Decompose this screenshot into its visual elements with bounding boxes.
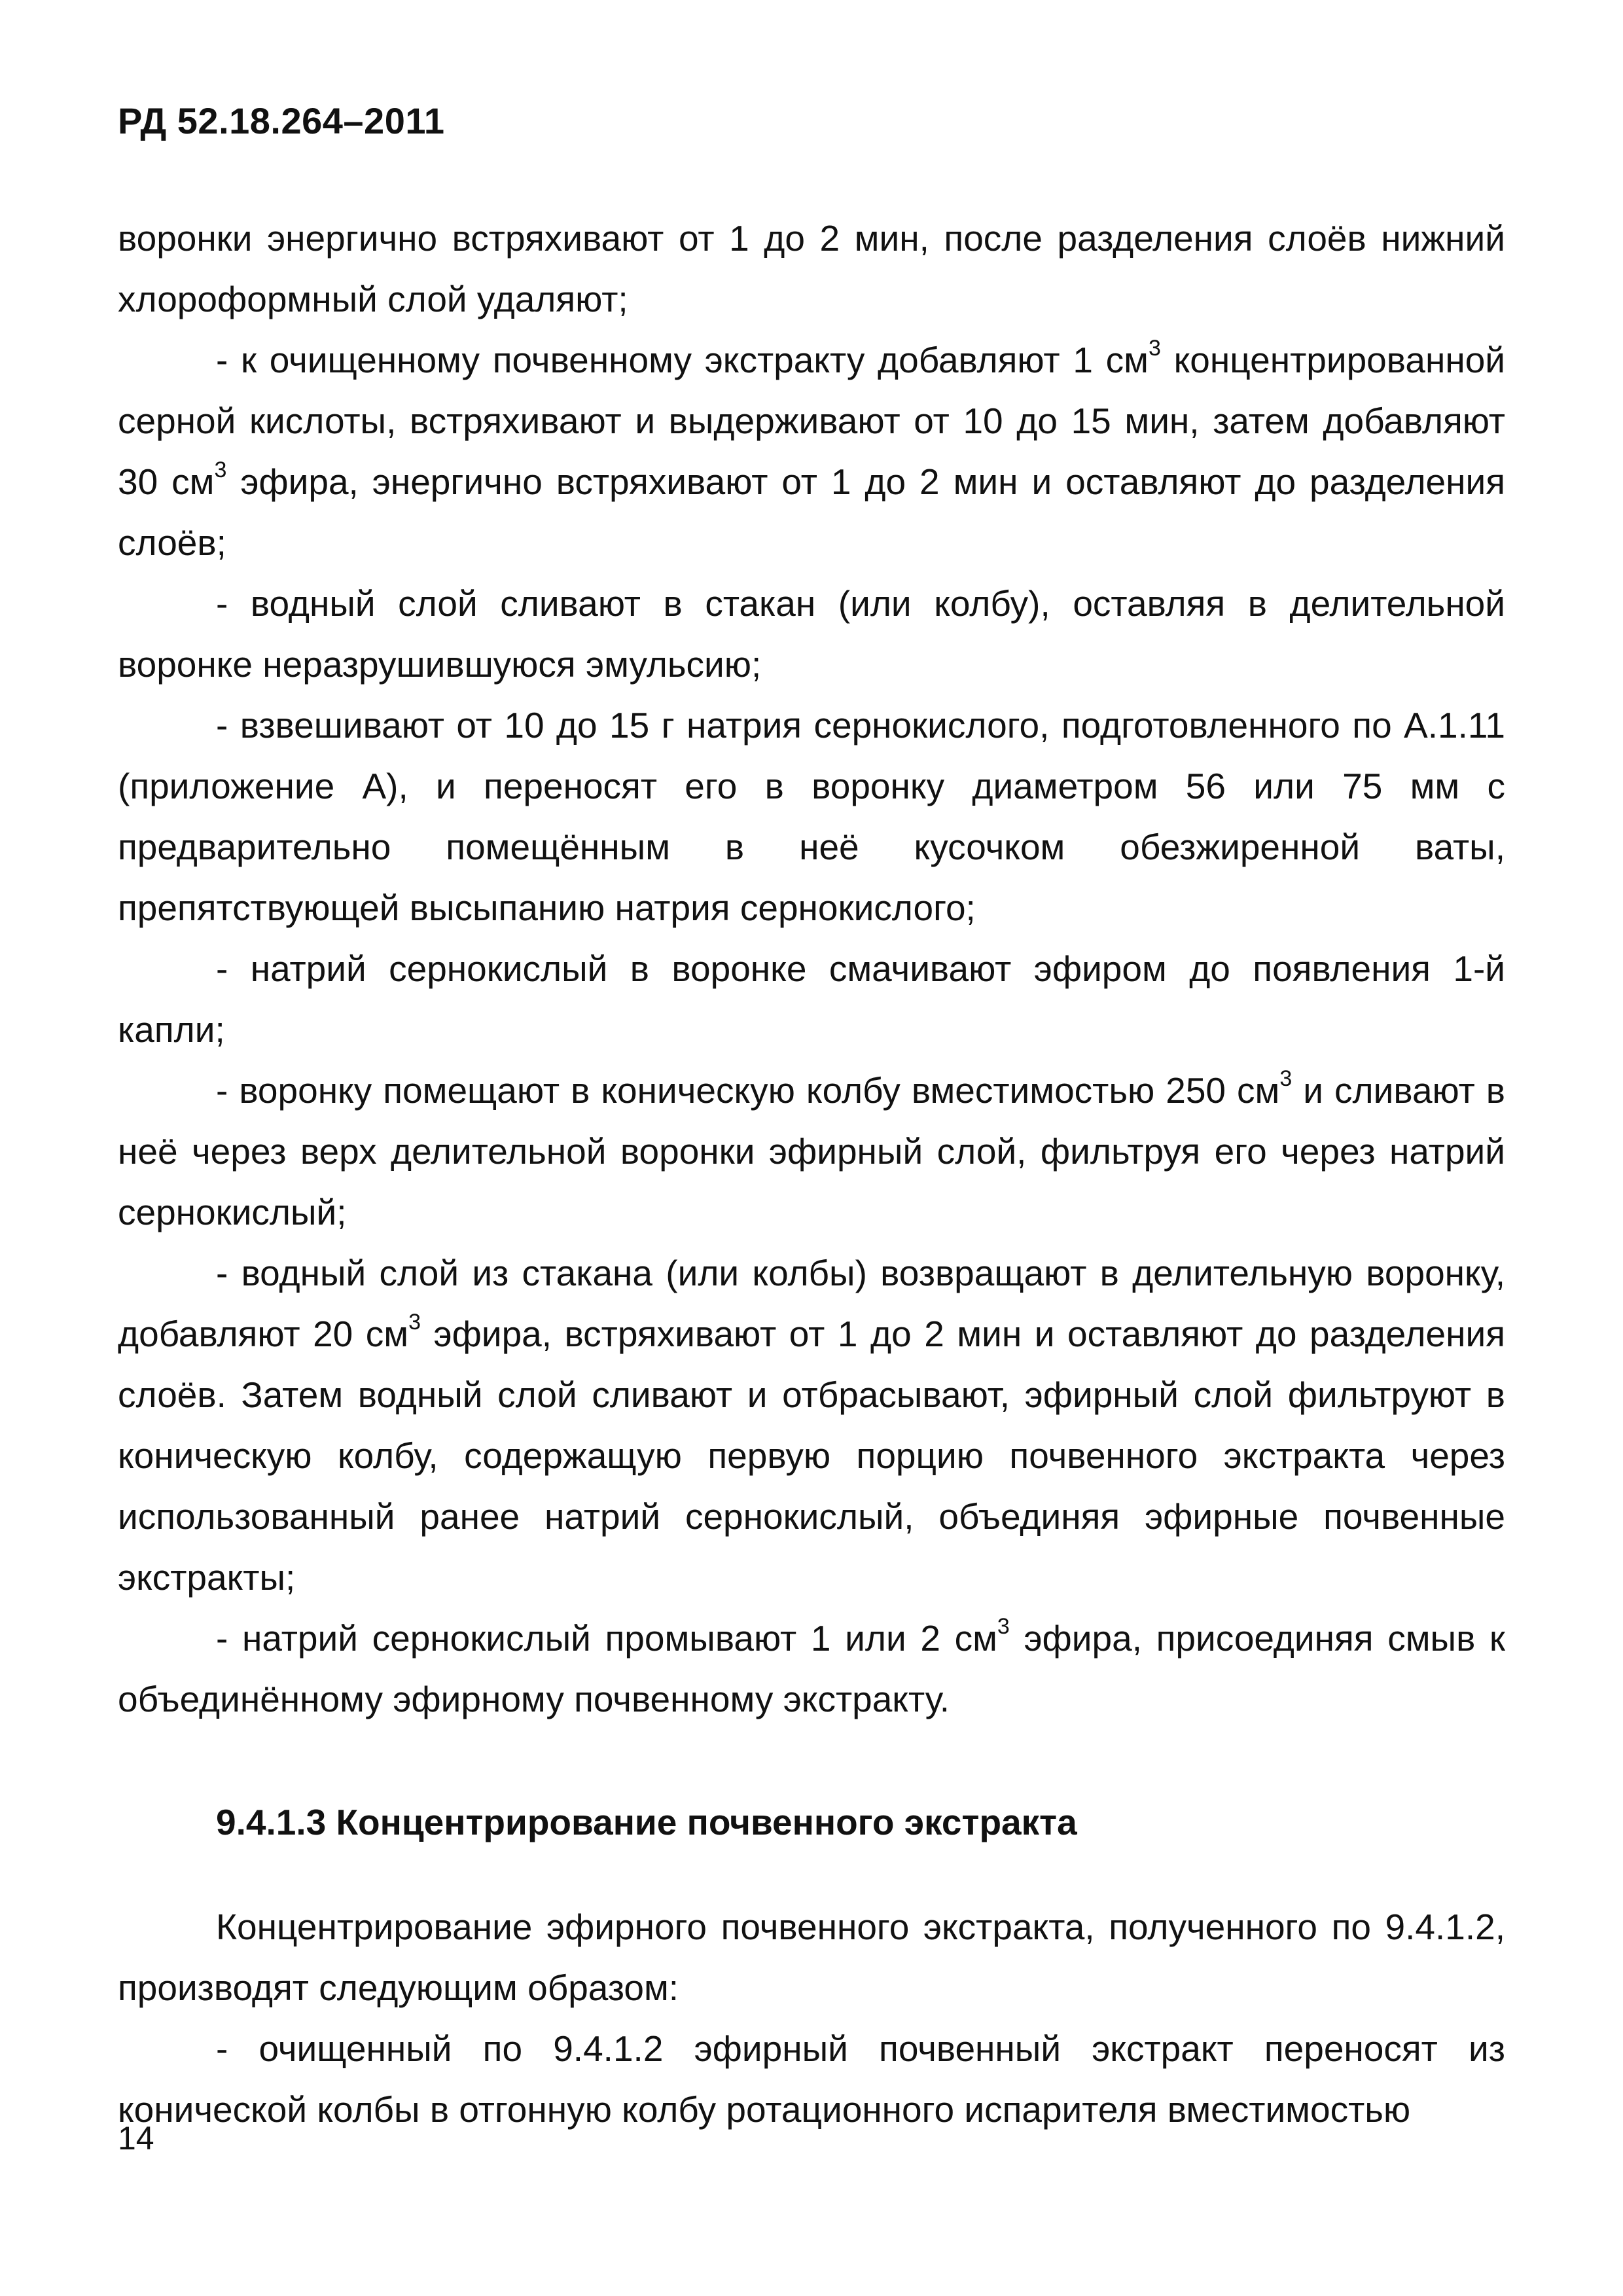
body-text <box>118 208 1505 1730</box>
paragraph-8: - натрий сернокислый промывают 1 или 2 $см^3$ эфира, присоединяя смыв к объединённому эфирному почвенному экстракту. <box>118 1614 1505 1719</box>
paragraph-5: - натрий сернокислый в воронке смачивают эфиром до появления 1-й капли; <box>118 948 1505 1050</box>
section-paragraph-2: - очищенный по 9.4.1.2 эфирный почвенный экстракт переносят из конической колбы в отгонную колбу ротационного испарителя вместимостью <box>118 2028 1505 2130</box>
superscript: 3 <box>1148 336 1161 361</box>
section-paragraph-1: Концентрирование эфирного почвенного экстракта, полученного по 9.4.1.2, производят следующим образом: <box>118 1907 1505 2008</box>
section-heading: 9.4.1.3 Концентрирование почвенного экстракта <box>216 1802 1077 1842</box>
superscript: 3 <box>997 1614 1010 1639</box>
superscript: 3 <box>1279 1066 1293 1091</box>
document-code: РД 52.18.264–2011 <box>118 100 445 141</box>
paragraph-6: - воронку помещают в коническую колбу вместимостью 250 $см^3$ и сливают в неё через верх делительной воронки эфирный слой, фильтруя его через натрий сернокислый; <box>118 1066 1505 1232</box>
paragraph-1: воронки энергично встряхивают от 1 до 2 мин, после разделения слоёв нижний хлороформный слой удаляют; <box>118 218 1505 319</box>
page-number: 14 <box>118 2120 154 2157</box>
paragraph-7: - водный слой из стакана (или колбы) возвращают в делительную воронку, добавляют 20 $см^3$ эфира, встряхивают от 1 до 2 мин и оставляют до разделения слоёв. Затем водный слой сливают и отбрасывают, эфирный слой фильтруют в коническую колбу, содержащую первую порцию почвенного экстракта через использованный ранее натрий сернокислый, объединяя эфирные почвенные экстракты; <box>118 1253 1505 1598</box>
paragraph-3: - водный слой сливают в стакан (или колбу), оставляя в делительной воронке неразрушившуюся эмульсию; <box>118 583 1505 685</box>
superscript: 3 <box>408 1310 421 1335</box>
superscript: 3 <box>214 457 227 482</box>
paragraph-2: - к очищенному почвенному экстракту добавляют 1 $см^3$ концентрированной серной кислоты, встряхивают и выдерживают от 10 до 15 мин, затем добавляют 30 $см^3$ эфира, энергично встряхивают от 1 до 2 мин и оставляют до разделения слоёв; <box>118 336 1505 563</box>
paragraph-4: - взвешивают от 10 до 15 г натрия сернокислого, подготовленного по А.1.11 (приложение А), и переносят его в воронку диаметром 56 или 75 мм с предварительно помещённым в неё кусочком обезжиренной ваты, препятствующей высыпанию натрия сернокислого; <box>118 705 1505 928</box>
section-body <box>118 1897 1505 2140</box>
